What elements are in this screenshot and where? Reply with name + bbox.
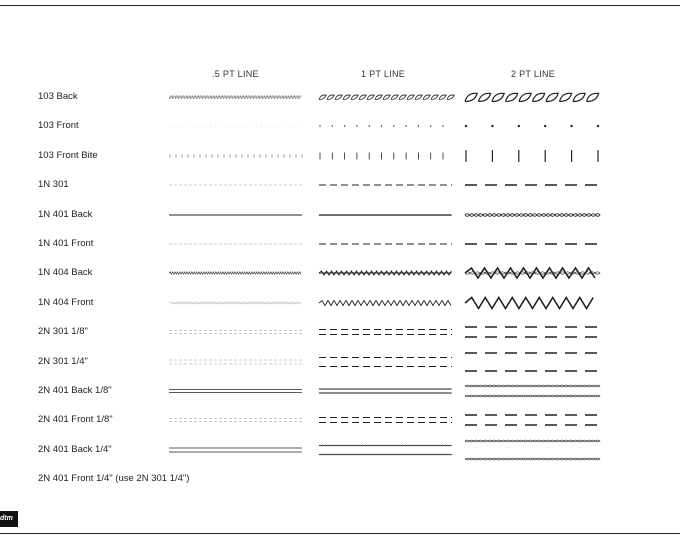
stitch-pattern (319, 330, 452, 335)
stitch-pattern (320, 152, 443, 159)
stitch-pattern (319, 445, 452, 455)
stitch-pattern (465, 213, 600, 216)
stitch-sample-1n-404-back-col3 (465, 261, 598, 285)
stitch-sample-1n-301-col2 (319, 173, 452, 197)
stitch-pattern (465, 415, 598, 425)
brand-logo: dtm (0, 511, 18, 527)
stitch-sample-2n-301-quarter-col3 (465, 350, 598, 374)
stitch-sample-2n-301-eighth-col1 (169, 320, 302, 344)
stitch-sample-2n-401-back-quarter-col2 (319, 438, 452, 462)
stitch-sample-2n-301-quarter-col2 (319, 350, 452, 374)
stitch-sample-103-back-col3 (465, 85, 598, 109)
column-header-half-pt: .5 PT LINE (212, 69, 259, 79)
row-label: 2N 401 Front 1/8" (38, 414, 113, 426)
stitch-sample-1n-404-front-col3 (465, 291, 598, 315)
stitch-pattern (169, 390, 302, 393)
stitch-pattern (169, 331, 302, 334)
stitch-sample-1n-401-back-col1 (169, 203, 302, 227)
row-label: 2N 301 1/8" (38, 326, 88, 338)
stitch-pattern (170, 154, 302, 157)
stitch-pattern (465, 327, 598, 337)
stitch-sample-1n-404-front-col1 (169, 291, 302, 315)
stitch-pattern (169, 419, 302, 422)
stitch-sample-2n-401-back-eighth-col3 (465, 379, 598, 403)
stitch-pattern (465, 353, 598, 371)
stitch-pattern (466, 150, 598, 162)
stitch-sample-103-front-col3 (465, 114, 598, 138)
stitch-sample-2n-401-back-quarter-col1 (169, 438, 302, 462)
stitch-pattern (465, 297, 593, 308)
row-label: 103 Front Bite (38, 149, 98, 161)
stitch-pattern (465, 440, 600, 460)
stitch-pattern (169, 360, 302, 364)
stitch-sample-103-front-bite-col2 (319, 144, 452, 168)
stitch-pattern (465, 268, 600, 278)
stitch-sample-1n-401-front-col1 (169, 232, 302, 256)
stitch-pattern (465, 93, 599, 101)
row-label: 1N 401 Front (38, 238, 94, 249)
stitch-pattern (319, 389, 452, 394)
stitch-pattern (319, 126, 443, 127)
stitch-pattern (319, 357, 452, 366)
stitch-sample-2n-401-front-eighth-col2 (319, 408, 452, 432)
stitch-sample-1n-404-front-col2 (319, 291, 452, 315)
stitch-sample-1n-401-back-col2 (319, 203, 452, 227)
bottom-border (0, 533, 680, 534)
row-label: 2N 401 Front 1/4" (use 2N 301 1/4") (38, 473, 190, 485)
row-label: 103 Back (38, 91, 78, 102)
top-border (0, 5, 680, 6)
stitch-sample-2n-401-front-eighth-col3 (465, 408, 598, 432)
column-header-2-pt: 2 PT LINE (511, 69, 556, 79)
stitch-pattern (319, 300, 451, 305)
stitch-sample-1n-401-front-col3 (465, 232, 598, 256)
row-label: 2N 301 1/4" (38, 355, 88, 367)
stitch-pattern (319, 95, 454, 100)
stitch-pattern (319, 271, 452, 275)
stitch-pattern (319, 418, 452, 423)
stitch-sample-103-front-col2 (319, 114, 452, 138)
stitch-sample-2n-301-eighth-col3 (465, 320, 598, 344)
stitch-pattern (169, 96, 301, 99)
column-header-1-pt: 1 PT LINE (361, 69, 406, 79)
stitch-sample-2n-401-back-eighth-col1 (169, 379, 302, 403)
stitch-sample-1n-404-back-col1 (169, 261, 302, 285)
row-label: 1N 401 Back (38, 208, 93, 220)
stitch-sample-2n-401-back-quarter-col3 (465, 438, 598, 462)
stitch-sample-2n-401-back-eighth-col2 (319, 379, 452, 403)
stitch-sample-1n-401-back-col3 (465, 203, 598, 227)
stitch-sample-103-front-col1 (169, 114, 302, 138)
stitch-pattern (465, 385, 600, 397)
stitch-pattern (169, 448, 302, 452)
stitch-pattern (169, 272, 301, 274)
stitch-sample-103-back-col1 (169, 85, 302, 109)
row-label: 1N 404 Front (38, 296, 94, 308)
row-label: 1N 301 (38, 179, 69, 191)
stitch-sample-1n-301-col3 (465, 173, 598, 197)
row-label: 103 Front (38, 120, 79, 132)
stitch-pattern (169, 302, 301, 304)
stitch-sample-1n-401-front-col2 (319, 232, 452, 256)
stitch-pattern (319, 214, 452, 215)
stitch-sample-1n-301-col1 (169, 173, 302, 197)
stitch-sample-103-back-col2 (319, 85, 452, 109)
stitch-sample-1n-404-back-col2 (319, 261, 452, 285)
stitch-sample-103-front-bite-col1 (169, 144, 302, 168)
stitch-sample-2n-301-quarter-col1 (169, 350, 302, 374)
stitch-pattern (465, 125, 599, 127)
stitch-sample-103-front-bite-col3 (465, 144, 598, 168)
stitch-sample-2n-401-front-eighth-col1 (169, 408, 302, 432)
stitch-sample-2n-301-eighth-col2 (319, 320, 452, 344)
row-label: 1N 404 Back (38, 267, 93, 279)
row-label: 2N 401 Back 1/8" (38, 385, 112, 396)
row-label: 2N 401 Back 1/4" (38, 443, 112, 455)
